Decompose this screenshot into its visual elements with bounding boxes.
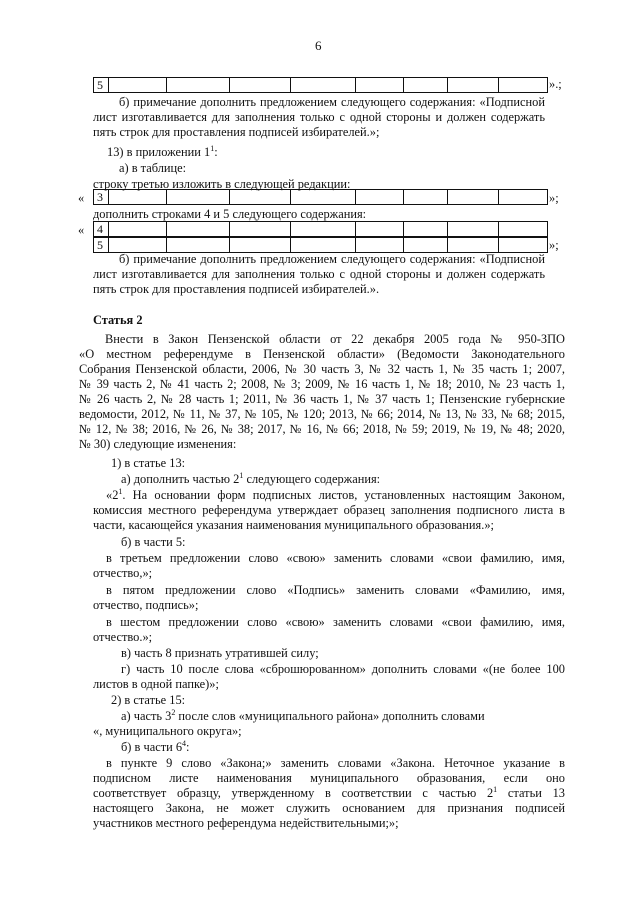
quote-open: «: [78, 223, 85, 237]
section-1: 1) в статье 13:: [111, 456, 186, 470]
table-row-4: [93, 221, 548, 237]
paragraph-sixth-sentence: в шестом предложении слово «свою» заменить словами «свои фамилию, имя, отчество.»;: [93, 615, 565, 644]
section-1g: г) часть 10 после слова «сброшюрованном» дополнить словами «(не более 100 листов в одной папке)»;: [93, 662, 565, 691]
section-2b: б) в части $6^4$:: [121, 739, 190, 754]
section-2a: а) часть $3^2$ после слов «муниципального района» дополнить словами: [121, 708, 485, 723]
section-1b: б) в части 5:: [121, 535, 186, 549]
paragraph-fifth-sentence: в пятом предложении слово «Подпись» заменить словами «Фамилию, имя, отчество, подпись»;: [93, 583, 565, 612]
row-number: 4: [97, 222, 103, 236]
row-end: »;: [549, 238, 559, 252]
quote-part-2-1: «$2^1$. На основании форм подписных листов, установленных настоящим Законом, комиссия местного референдума утверждает образец заполнения подписного листа в части, касающейся указания наименования муниципального образования.»;: [93, 487, 565, 532]
row-end: »;: [549, 191, 559, 205]
paragraph-third-sentence: в третьем предложении слово «свою» заменить словами «свои фамилию, имя, отчество,»;: [93, 551, 565, 580]
table-row-5b: [93, 237, 548, 253]
quote-open: «: [78, 191, 85, 205]
row3-intro: строку третью изложить в следующей редакции:: [93, 177, 351, 191]
row-number: 3: [97, 190, 103, 204]
article-2-title: Статья 2: [93, 313, 143, 327]
section-1a: а) дополнить частью $2^1$ следующего содержания:: [121, 471, 381, 486]
paragraph-point-9: в пункте 9 слово «Закона;» заменить словами «Закона. Неточное указание в подписном листе наименования муниципального образования, если оно соответствует образцу, утвержденному в соответствии с частью $2^1$ статьи 13 настоящего Закона, не может служить основанием для признания подписей участников местного референдума недействительными;»;: [93, 756, 565, 830]
table-row-3: [93, 189, 548, 205]
article-2-paragraph: Внести в Закон Пензенской области от 22 декабря 2005 года № 950-ЗПО «О местном референдуме в Пензенской области» (Ведомости Законодательного Собрания Пензенской области, 2006, № 30 часть 3, № 32 часть 1, № 35 часть 1; 2007, № 39 часть 2, № 41 часть 2; 2008, № 3; 2009, № 16 часть 1, № 18; 2010, № 23 часть 1, № 26 часть 2, № 28 часть 1; 2011, № 36 часть 1, № 37 часть 1; Пензенские губернские ведомости, 2012, № 11, № 37, № 105, № 120; 2013, № 66; 2014, № 13, № 33, № 68; 2015, № 12, № 38; 2016, № 26, № 38; 2017, № 16, № 66; 2018, № 59; 2019, № 19, № 48; 2020, № 30) следующие изменения:: [79, 332, 565, 451]
page-number: 6: [315, 38, 322, 53]
section-2a-cont: «, муниципального округа»;: [93, 724, 242, 738]
section-2: 2) в статье 15:: [111, 693, 186, 707]
note-paragraph-1: б) примечание дополнить предложением следующего содержания: «Подписной лист изготавливается для заполнения только с одной стороны и должен содержать пять строк для проставления подписей избирателей.»;: [93, 95, 545, 139]
item-a-table: а) в таблице:: [119, 161, 187, 175]
row-number: 5: [97, 238, 103, 252]
row-end: ».;: [549, 77, 562, 91]
note-paragraph-2: б) примечание дополнить предложением следующего содержания: «Подписной лист изготавливается для заполнения только с одной стороны и должен содержать пять строк для проставления подписей избирателей.».: [93, 252, 545, 296]
section-1v: в) часть 8 признать утратившей силу;: [121, 646, 319, 660]
item-13: 13) в приложении $1^1$:: [107, 144, 218, 159]
table-row-5: [93, 77, 548, 93]
rows45-intro: дополнить строками 4 и 5 следующего содержания:: [93, 207, 367, 221]
row-number: 5: [97, 78, 103, 92]
